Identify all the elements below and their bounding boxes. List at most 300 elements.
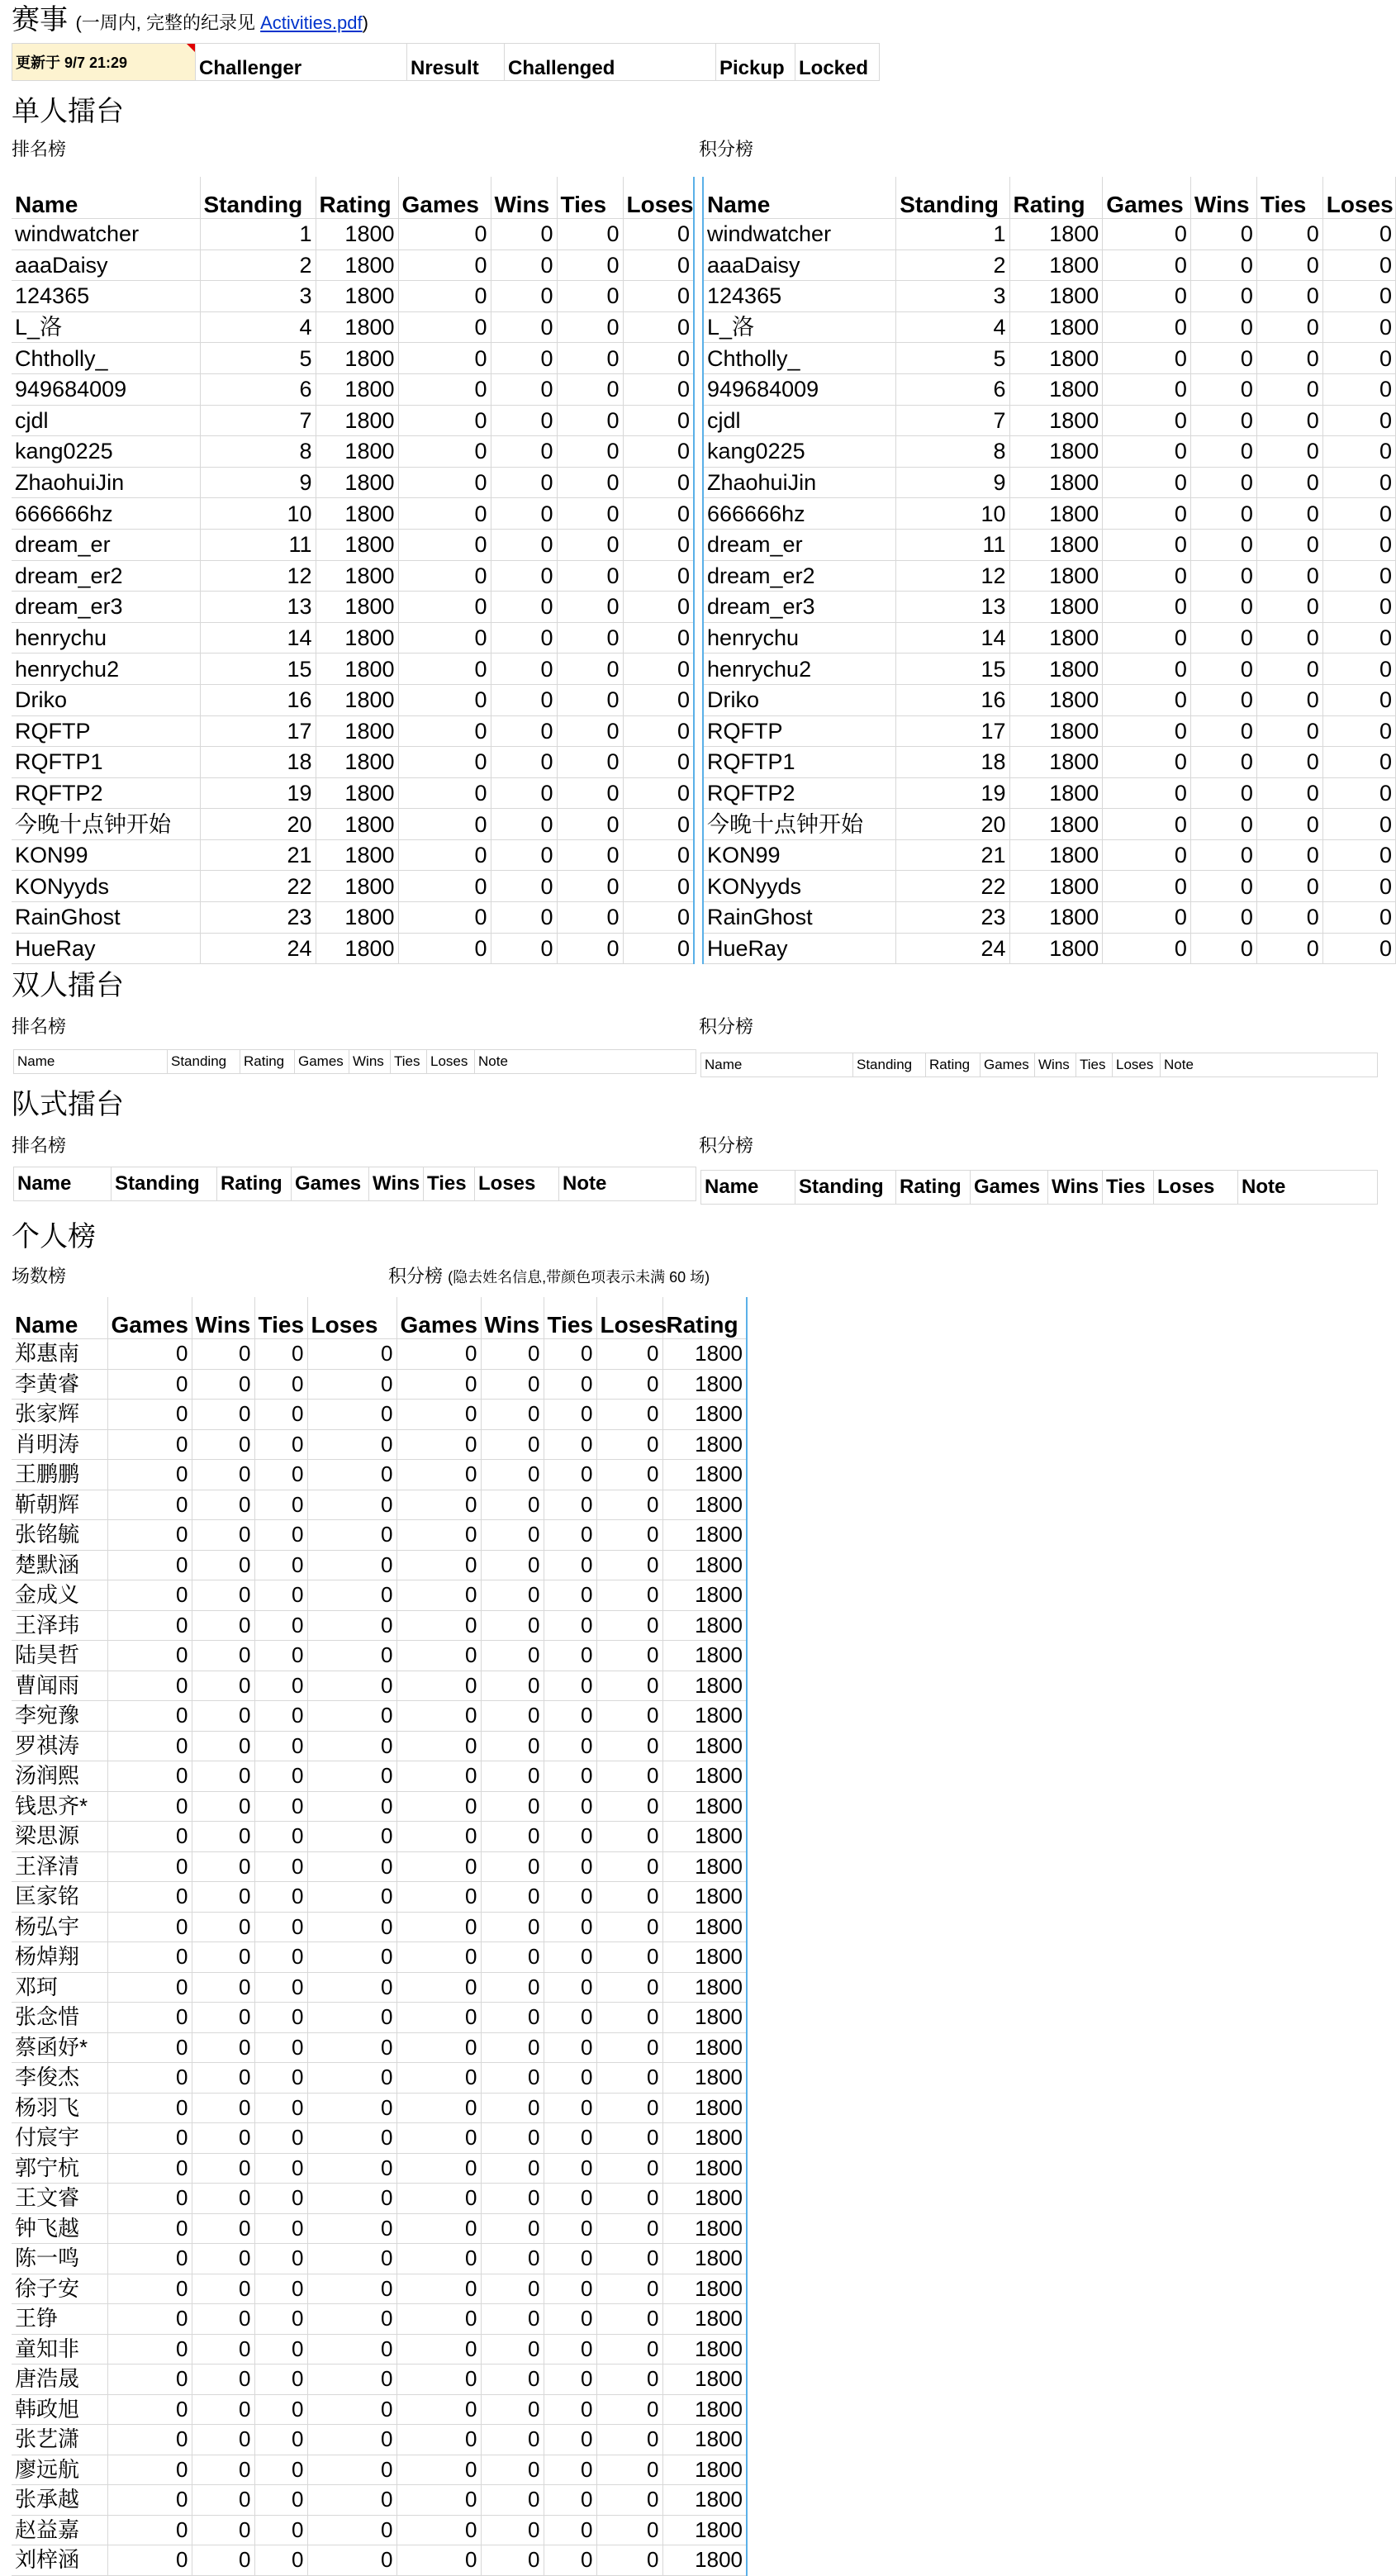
value-cell: 0 xyxy=(398,622,491,654)
table-row[interactable] xyxy=(12,622,694,654)
table-row[interactable] xyxy=(12,1550,747,1580)
table-row[interactable] xyxy=(12,1369,747,1400)
table-row[interactable] xyxy=(12,809,694,840)
player-name-cell[interactable]: henrychu2 xyxy=(703,654,896,685)
player-name-cell[interactable]: 付宸宇 xyxy=(12,2123,107,2154)
value-cell: 0 xyxy=(481,2365,544,2395)
value-cell: 0 xyxy=(596,2213,662,2244)
table-row[interactable] xyxy=(703,654,1396,685)
table-row[interactable] xyxy=(12,1460,747,1490)
player-name-cell[interactable]: KONyyds xyxy=(703,871,896,902)
player-name-cell[interactable]: RQFTP xyxy=(703,715,896,747)
player-name-cell[interactable]: 今晚十点钟开始 xyxy=(703,809,896,840)
col-header-loses[interactable]: Loses xyxy=(596,1297,662,1339)
table-row[interactable] xyxy=(12,2394,747,2425)
player-name-cell[interactable]: 陆昊哲 xyxy=(12,1641,107,1671)
value-cell: 0 xyxy=(596,1851,662,1882)
value-cell: 0 xyxy=(1103,343,1191,374)
player-name-cell[interactable]: 124365 xyxy=(703,281,896,312)
player-name-cell[interactable]: 王鹏鹏 xyxy=(12,1460,107,1490)
table-row[interactable] xyxy=(12,2123,747,2154)
col-header-name[interactable]: Name xyxy=(14,1050,168,1074)
col-header-standing[interactable]: Standing xyxy=(200,177,316,219)
player-name-cell[interactable]: 邓珂 xyxy=(12,1972,107,2003)
player-name-cell[interactable]: HueRay xyxy=(703,933,896,964)
table-row[interactable] xyxy=(12,2003,747,2033)
rating-cell: 1800 xyxy=(662,2184,747,2214)
player-name-cell[interactable]: RainGhost xyxy=(12,902,200,934)
table-row[interactable] xyxy=(12,2244,747,2274)
col-header-ties[interactable]: Ties xyxy=(1256,177,1322,219)
player-name-cell[interactable]: 曹闻雨 xyxy=(12,1671,107,1701)
player-name-cell[interactable]: henrychu xyxy=(12,622,200,654)
player-name-cell[interactable]: kang0225 xyxy=(703,436,896,468)
col-header-note[interactable]: Note xyxy=(559,1167,696,1201)
player-name-cell[interactable]: 郭宁杭 xyxy=(12,2153,107,2184)
player-name-cell[interactable]: RQFTP2 xyxy=(12,777,200,809)
table-row[interactable] xyxy=(12,933,694,964)
table-row[interactable] xyxy=(12,250,694,281)
player-name-cell[interactable]: ZhaohuiJin xyxy=(703,467,896,498)
player-name-cell[interactable]: RQFTP1 xyxy=(12,747,200,778)
player-name-cell[interactable]: dream_er3 xyxy=(12,592,200,623)
table-row[interactable] xyxy=(703,592,1396,623)
table-row[interactable] xyxy=(703,747,1396,778)
value-cell: 0 xyxy=(396,2334,481,2365)
player-name-cell[interactable]: 匡家铭 xyxy=(12,1882,107,1913)
col-header-standing[interactable]: Standing xyxy=(896,177,1009,219)
table-row[interactable] xyxy=(12,2063,747,2094)
player-name-cell[interactable]: RainGhost xyxy=(703,902,896,934)
value-cell: 0 xyxy=(481,1851,544,1882)
player-name-cell[interactable]: 童知非 xyxy=(12,2334,107,2365)
player-name-cell[interactable]: L_洛 xyxy=(703,311,896,343)
player-name-cell[interactable]: 张承越 xyxy=(12,2485,107,2516)
col-header-note[interactable]: Note xyxy=(475,1050,696,1074)
table-row[interactable] xyxy=(703,809,1396,840)
col-header-name[interactable]: Name xyxy=(703,177,896,219)
table-row[interactable] xyxy=(703,311,1396,343)
col-header-loses[interactable]: Loses xyxy=(1322,177,1395,219)
player-name-cell[interactable]: KON99 xyxy=(703,839,896,871)
player-name-cell[interactable]: henrychu xyxy=(703,622,896,654)
player-name-cell[interactable]: aaaDaisy xyxy=(703,250,896,281)
player-name-cell[interactable]: 肖明涛 xyxy=(12,1429,107,1460)
col-header-wins[interactable]: Wins xyxy=(1035,1053,1076,1077)
value-cell: 0 xyxy=(623,622,694,654)
value-cell: 0 xyxy=(254,1701,307,1732)
table-row[interactable] xyxy=(12,2334,747,2365)
player-name-cell[interactable]: 666666hz xyxy=(703,498,896,530)
player-name-cell[interactable]: 金成义 xyxy=(12,1580,107,1611)
player-name-cell[interactable]: 666666hz xyxy=(12,498,200,530)
value-cell: 0 xyxy=(192,2545,254,2576)
value-cell: 0 xyxy=(544,1429,596,1460)
player-name-cell[interactable]: 唐浩晟 xyxy=(12,2365,107,2395)
col-header-ties[interactable]: Ties xyxy=(1076,1053,1113,1077)
table-row[interactable] xyxy=(703,281,1396,312)
value-cell: 0 xyxy=(254,2003,307,2033)
col-header-name[interactable]: Name xyxy=(701,1053,853,1077)
player-name-cell[interactable]: 赵益嘉 xyxy=(12,2515,107,2545)
value-cell: 0 xyxy=(307,2455,396,2485)
table-row[interactable] xyxy=(12,343,694,374)
table-row[interactable] xyxy=(12,1731,747,1761)
table-row[interactable] xyxy=(703,622,1396,654)
table-row[interactable] xyxy=(12,1580,747,1611)
value-cell: 0 xyxy=(596,1400,662,1430)
table-row[interactable] xyxy=(703,777,1396,809)
player-name-cell[interactable]: Chtholly_ xyxy=(703,343,896,374)
player-name-cell[interactable]: 王铮 xyxy=(12,2304,107,2335)
player-name-cell[interactable]: Driko xyxy=(703,684,896,715)
table-row[interactable] xyxy=(12,1791,747,1822)
col-header-ties[interactable]: Ties xyxy=(424,1167,475,1201)
table-row[interactable] xyxy=(12,1851,747,1882)
col-header-ties[interactable]: Ties xyxy=(557,177,623,219)
col-header-rating[interactable]: Rating xyxy=(926,1053,981,1077)
player-name-cell[interactable]: 钟飞越 xyxy=(12,2213,107,2244)
value-cell: 0 xyxy=(192,2425,254,2455)
value-cell: 0 xyxy=(481,1490,544,1520)
rating-cell: 1800 xyxy=(662,2244,747,2274)
value-cell: 0 xyxy=(491,343,557,374)
table-row[interactable] xyxy=(12,1882,747,1913)
player-name-cell[interactable]: 陈一鸣 xyxy=(12,2244,107,2274)
col-header-wins[interactable]: Wins xyxy=(192,1297,254,1339)
col-header-wins[interactable]: Wins xyxy=(369,1167,424,1201)
table-row[interactable] xyxy=(12,2032,747,2063)
table-row[interactable] xyxy=(12,592,694,623)
table-row[interactable] xyxy=(703,933,1396,964)
table-row[interactable] xyxy=(12,2213,747,2244)
player-name-cell[interactable]: 罗祺涛 xyxy=(12,1731,107,1761)
col-header-loses[interactable]: Loses xyxy=(427,1050,475,1074)
col-header-loses[interactable]: Loses xyxy=(623,177,694,219)
table-row[interactable] xyxy=(703,684,1396,715)
table-row[interactable] xyxy=(12,1761,747,1792)
col-header-rating[interactable]: Rating xyxy=(240,1050,295,1074)
player-name-cell[interactable]: 李俊杰 xyxy=(12,2063,107,2094)
value-cell: 0 xyxy=(107,2334,192,2365)
value-cell: 0 xyxy=(544,2184,596,2214)
player-name-cell[interactable]: 靳朝辉 xyxy=(12,1490,107,1520)
table-row[interactable] xyxy=(12,219,694,250)
col-header-ties[interactable]: Ties xyxy=(391,1050,427,1074)
value-cell: 0 xyxy=(481,2545,544,2576)
player-name-cell[interactable]: 楚默涵 xyxy=(12,1550,107,1580)
table-row[interactable] xyxy=(12,2425,747,2455)
col-header-name[interactable]: Name xyxy=(701,1171,795,1205)
value-cell: 0 xyxy=(1190,436,1256,468)
table-row[interactable] xyxy=(12,1400,747,1430)
table-row[interactable] xyxy=(12,2153,747,2184)
player-name-cell[interactable]: L_洛 xyxy=(12,311,200,343)
table-row[interactable] xyxy=(12,2485,747,2516)
value-cell: 7 xyxy=(896,405,1009,436)
table-row[interactable] xyxy=(703,405,1396,436)
value-cell: 6 xyxy=(200,373,316,405)
col-header-loses[interactable]: Loses xyxy=(475,1167,559,1201)
col-header-games[interactable]: Games xyxy=(396,1297,481,1339)
player-name-cell[interactable]: RQFTP xyxy=(12,715,200,747)
value-cell: 0 xyxy=(107,2244,192,2274)
value-cell: 0 xyxy=(1103,250,1191,281)
table-row[interactable] xyxy=(12,498,694,530)
col-header-games[interactable]: Games xyxy=(292,1167,369,1201)
table-row[interactable] xyxy=(12,436,694,468)
col-header-wins[interactable]: Wins xyxy=(1190,177,1256,219)
table-row[interactable] xyxy=(12,1701,747,1732)
value-cell: 1800 xyxy=(1009,281,1103,312)
value-cell: 0 xyxy=(557,684,623,715)
table-row[interactable] xyxy=(12,654,694,685)
player-name-cell[interactable]: 杨羽飞 xyxy=(12,2093,107,2123)
player-name-cell[interactable]: 张铭毓 xyxy=(12,1520,107,1551)
player-name-cell[interactable]: cjdl xyxy=(12,405,200,436)
col-header-games[interactable]: Games xyxy=(971,1171,1048,1205)
player-name-cell[interactable]: 王泽玮 xyxy=(12,1610,107,1641)
table-row[interactable] xyxy=(703,871,1396,902)
col-header-rating[interactable]: Rating xyxy=(1009,177,1103,219)
player-name-cell[interactable]: cjdl xyxy=(703,405,896,436)
table-row[interactable] xyxy=(12,2515,747,2545)
value-cell: 0 xyxy=(1103,311,1191,343)
col-header-rating[interactable]: Rating xyxy=(896,1171,971,1205)
col-header-standing[interactable]: Standing xyxy=(795,1171,896,1205)
table-row[interactable] xyxy=(703,343,1396,374)
table-row[interactable] xyxy=(12,1490,747,1520)
table-row[interactable] xyxy=(12,1942,747,1973)
value-cell: 0 xyxy=(544,2515,596,2545)
col-header-loses[interactable]: Loses xyxy=(1113,1053,1161,1077)
player-name-cell[interactable]: dream_er xyxy=(703,529,896,560)
table-row[interactable] xyxy=(12,747,694,778)
col-header-wins[interactable]: Wins xyxy=(349,1050,391,1074)
col-header-ties[interactable]: Ties xyxy=(1103,1171,1154,1205)
value-cell: 0 xyxy=(557,311,623,343)
table-row[interactable] xyxy=(12,1339,747,1370)
page-title xyxy=(12,0,368,43)
table-row[interactable] xyxy=(12,529,694,560)
col-header-games[interactable]: Games xyxy=(295,1050,349,1074)
player-name-cell[interactable]: 刘梓涵 xyxy=(12,2545,107,2576)
player-name-cell[interactable]: 王文睿 xyxy=(12,2184,107,2214)
value-cell: 0 xyxy=(557,809,623,840)
col-header-games[interactable]: Games xyxy=(398,177,491,219)
player-name-cell[interactable]: 徐子安 xyxy=(12,2274,107,2304)
value-cell: 0 xyxy=(192,1701,254,1732)
col-header-standing[interactable]: Standing xyxy=(168,1050,240,1074)
player-name-cell[interactable]: HueRay xyxy=(12,933,200,964)
table-row[interactable] xyxy=(12,1610,747,1641)
table-row[interactable] xyxy=(703,373,1396,405)
table-row[interactable] xyxy=(12,1972,747,2003)
table-row[interactable] xyxy=(12,1912,747,1942)
table-row[interactable] xyxy=(12,715,694,747)
player-name-cell[interactable]: windwatcher xyxy=(703,219,896,250)
player-name-cell[interactable]: 杨焯翔 xyxy=(12,1942,107,1973)
table-row[interactable] xyxy=(703,560,1396,592)
table-row[interactable] xyxy=(12,1429,747,1460)
player-name-cell[interactable]: kang0225 xyxy=(12,436,200,468)
value-cell: 0 xyxy=(107,1882,192,1913)
value-cell: 0 xyxy=(1322,715,1395,747)
value-cell: 0 xyxy=(1256,281,1322,312)
value-cell: 0 xyxy=(107,1490,192,1520)
table-row[interactable] xyxy=(12,684,694,715)
col-header-ties[interactable]: Ties xyxy=(544,1297,596,1339)
player-name-cell[interactable]: dream_er2 xyxy=(12,560,200,592)
player-name-cell[interactable]: KONyyds xyxy=(12,871,200,902)
player-name-cell[interactable]: 王泽清 xyxy=(12,1851,107,1882)
player-name-cell[interactable]: RQFTP2 xyxy=(703,777,896,809)
player-name-cell[interactable]: aaaDaisy xyxy=(12,250,200,281)
value-cell: 1800 xyxy=(316,839,398,871)
value-cell: 0 xyxy=(544,2003,596,2033)
col-header-note[interactable]: Note xyxy=(1238,1171,1378,1205)
table-row[interactable] xyxy=(12,902,694,934)
col-header-rating[interactable]: Rating xyxy=(217,1167,292,1201)
value-cell: 1800 xyxy=(316,281,398,312)
value-cell: 0 xyxy=(1322,933,1395,964)
player-name-cell[interactable]: dream_er2 xyxy=(703,560,896,592)
col-header-name[interactable]: Name xyxy=(12,1297,107,1339)
player-name-cell[interactable]: dream_er3 xyxy=(703,592,896,623)
value-cell: 0 xyxy=(481,1520,544,1551)
value-cell: 0 xyxy=(491,250,557,281)
table-row[interactable] xyxy=(12,2304,747,2335)
col-header-ties[interactable]: Ties xyxy=(254,1297,307,1339)
value-cell: 0 xyxy=(1322,592,1395,623)
col-header-loses[interactable]: Loses xyxy=(307,1297,396,1339)
col-header-name[interactable]: Name xyxy=(14,1167,112,1201)
value-cell: 0 xyxy=(254,1761,307,1792)
player-name-cell[interactable]: Chtholly_ xyxy=(12,343,200,374)
player-name-cell[interactable]: 李宛豫 xyxy=(12,1701,107,1732)
col-header-rating[interactable]: Rating xyxy=(316,177,398,219)
player-name-cell[interactable]: 汤润熙 xyxy=(12,1761,107,1792)
player-name-cell[interactable]: henrychu2 xyxy=(12,654,200,685)
table-row[interactable] xyxy=(703,436,1396,468)
player-name-cell[interactable]: 949684009 xyxy=(703,373,896,405)
value-cell: 0 xyxy=(107,2063,192,2094)
player-name-cell[interactable]: 杨弘宇 xyxy=(12,1912,107,1942)
table-row[interactable] xyxy=(12,2545,747,2576)
col-header-wins[interactable]: Wins xyxy=(481,1297,544,1339)
player-name-cell[interactable]: ZhaohuiJin xyxy=(12,467,200,498)
col-header-loses[interactable]: Loses xyxy=(1154,1171,1238,1205)
table-row[interactable] xyxy=(12,2365,747,2395)
player-name-cell[interactable]: 廖远航 xyxy=(12,2455,107,2485)
player-name-cell[interactable]: windwatcher xyxy=(12,219,200,250)
col-header-standing[interactable]: Standing xyxy=(853,1053,926,1077)
player-name-cell[interactable]: Driko xyxy=(12,684,200,715)
player-name-cell[interactable]: 郑惠南 xyxy=(12,1339,107,1370)
col-header-standing[interactable]: Standing xyxy=(112,1167,217,1201)
value-cell: 0 xyxy=(623,219,694,250)
value-cell: 0 xyxy=(396,1429,481,1460)
table-row[interactable] xyxy=(703,715,1396,747)
table-row[interactable] xyxy=(12,405,694,436)
table-row[interactable] xyxy=(12,560,694,592)
value-cell: 0 xyxy=(491,592,557,623)
player-name-cell[interactable]: 韩政旭 xyxy=(12,2394,107,2425)
player-name-cell[interactable]: 949684009 xyxy=(12,373,200,405)
table-row[interactable] xyxy=(12,871,694,902)
table-row[interactable] xyxy=(12,1520,747,1551)
col-header-wins[interactable]: Wins xyxy=(1048,1171,1103,1205)
player-name-cell[interactable]: 张艺潇 xyxy=(12,2425,107,2455)
table-row[interactable] xyxy=(703,839,1396,871)
header-row xyxy=(703,177,1396,219)
table-row[interactable] xyxy=(12,1641,747,1671)
table-row[interactable] xyxy=(703,467,1396,498)
value-cell: 0 xyxy=(307,1851,396,1882)
table-row[interactable] xyxy=(12,2274,747,2304)
table-row[interactable] xyxy=(12,777,694,809)
player-name-cell[interactable]: 梁思源 xyxy=(12,1822,107,1852)
table-row[interactable] xyxy=(12,1671,747,1701)
table-row[interactable] xyxy=(703,902,1396,934)
table-row[interactable] xyxy=(12,839,694,871)
player-name-cell[interactable]: 钱思齐* xyxy=(12,1791,107,1822)
table-row[interactable] xyxy=(12,2455,747,2485)
table-row[interactable] xyxy=(12,311,694,343)
value-cell: 0 xyxy=(398,933,491,964)
table-row[interactable] xyxy=(703,219,1396,250)
col-header-note[interactable]: Note xyxy=(1161,1053,1378,1077)
col-header-name[interactable]: Name xyxy=(12,177,200,219)
player-name-cell[interactable]: 张家辉 xyxy=(12,1400,107,1430)
value-cell: 0 xyxy=(623,250,694,281)
value-cell: 0 xyxy=(491,654,557,685)
table-row[interactable] xyxy=(703,498,1396,530)
col-header-wins[interactable]: Wins xyxy=(491,177,557,219)
table-row[interactable] xyxy=(12,2093,747,2123)
table-row[interactable] xyxy=(12,281,694,312)
player-name-cell[interactable]: 张念惜 xyxy=(12,2003,107,2033)
table-row[interactable] xyxy=(12,373,694,405)
player-name-cell[interactable]: KON99 xyxy=(12,839,200,871)
player-name-cell[interactable]: 124365 xyxy=(12,281,200,312)
col-header-rating[interactable]: Rating xyxy=(662,1297,747,1339)
table-row[interactable] xyxy=(12,1822,747,1852)
table-row[interactable] xyxy=(12,467,694,498)
value-cell: 1800 xyxy=(316,622,398,654)
player-name-cell[interactable]: 蔡函妤* xyxy=(12,2032,107,2063)
value-cell: 0 xyxy=(107,1761,192,1792)
player-name-cell[interactable]: dream_er xyxy=(12,529,200,560)
table-row[interactable] xyxy=(703,529,1396,560)
table-row[interactable] xyxy=(12,2184,747,2214)
value-cell: 0 xyxy=(544,2365,596,2395)
value-cell: 0 xyxy=(481,2425,544,2455)
value-cell: 0 xyxy=(396,2365,481,2395)
value-cell: 0 xyxy=(107,1822,192,1852)
value-cell: 0 xyxy=(544,1550,596,1580)
player-name-cell[interactable]: 今晚十点钟开始 xyxy=(12,809,200,840)
col-header-games[interactable]: Games xyxy=(107,1297,192,1339)
activities-pdf-link[interactable]: Activities.pdf xyxy=(260,12,363,33)
col-header-games[interactable]: Games xyxy=(981,1053,1035,1077)
table-row[interactable] xyxy=(703,250,1396,281)
player-name-cell[interactable]: RQFTP1 xyxy=(703,747,896,778)
col-header-games[interactable]: Games xyxy=(1103,177,1191,219)
player-name-cell[interactable]: 李黄睿 xyxy=(12,1369,107,1400)
updated-cell[interactable]: 更新于 9/7 21:29 xyxy=(12,44,196,81)
rating-cell: 1800 xyxy=(662,1822,747,1852)
